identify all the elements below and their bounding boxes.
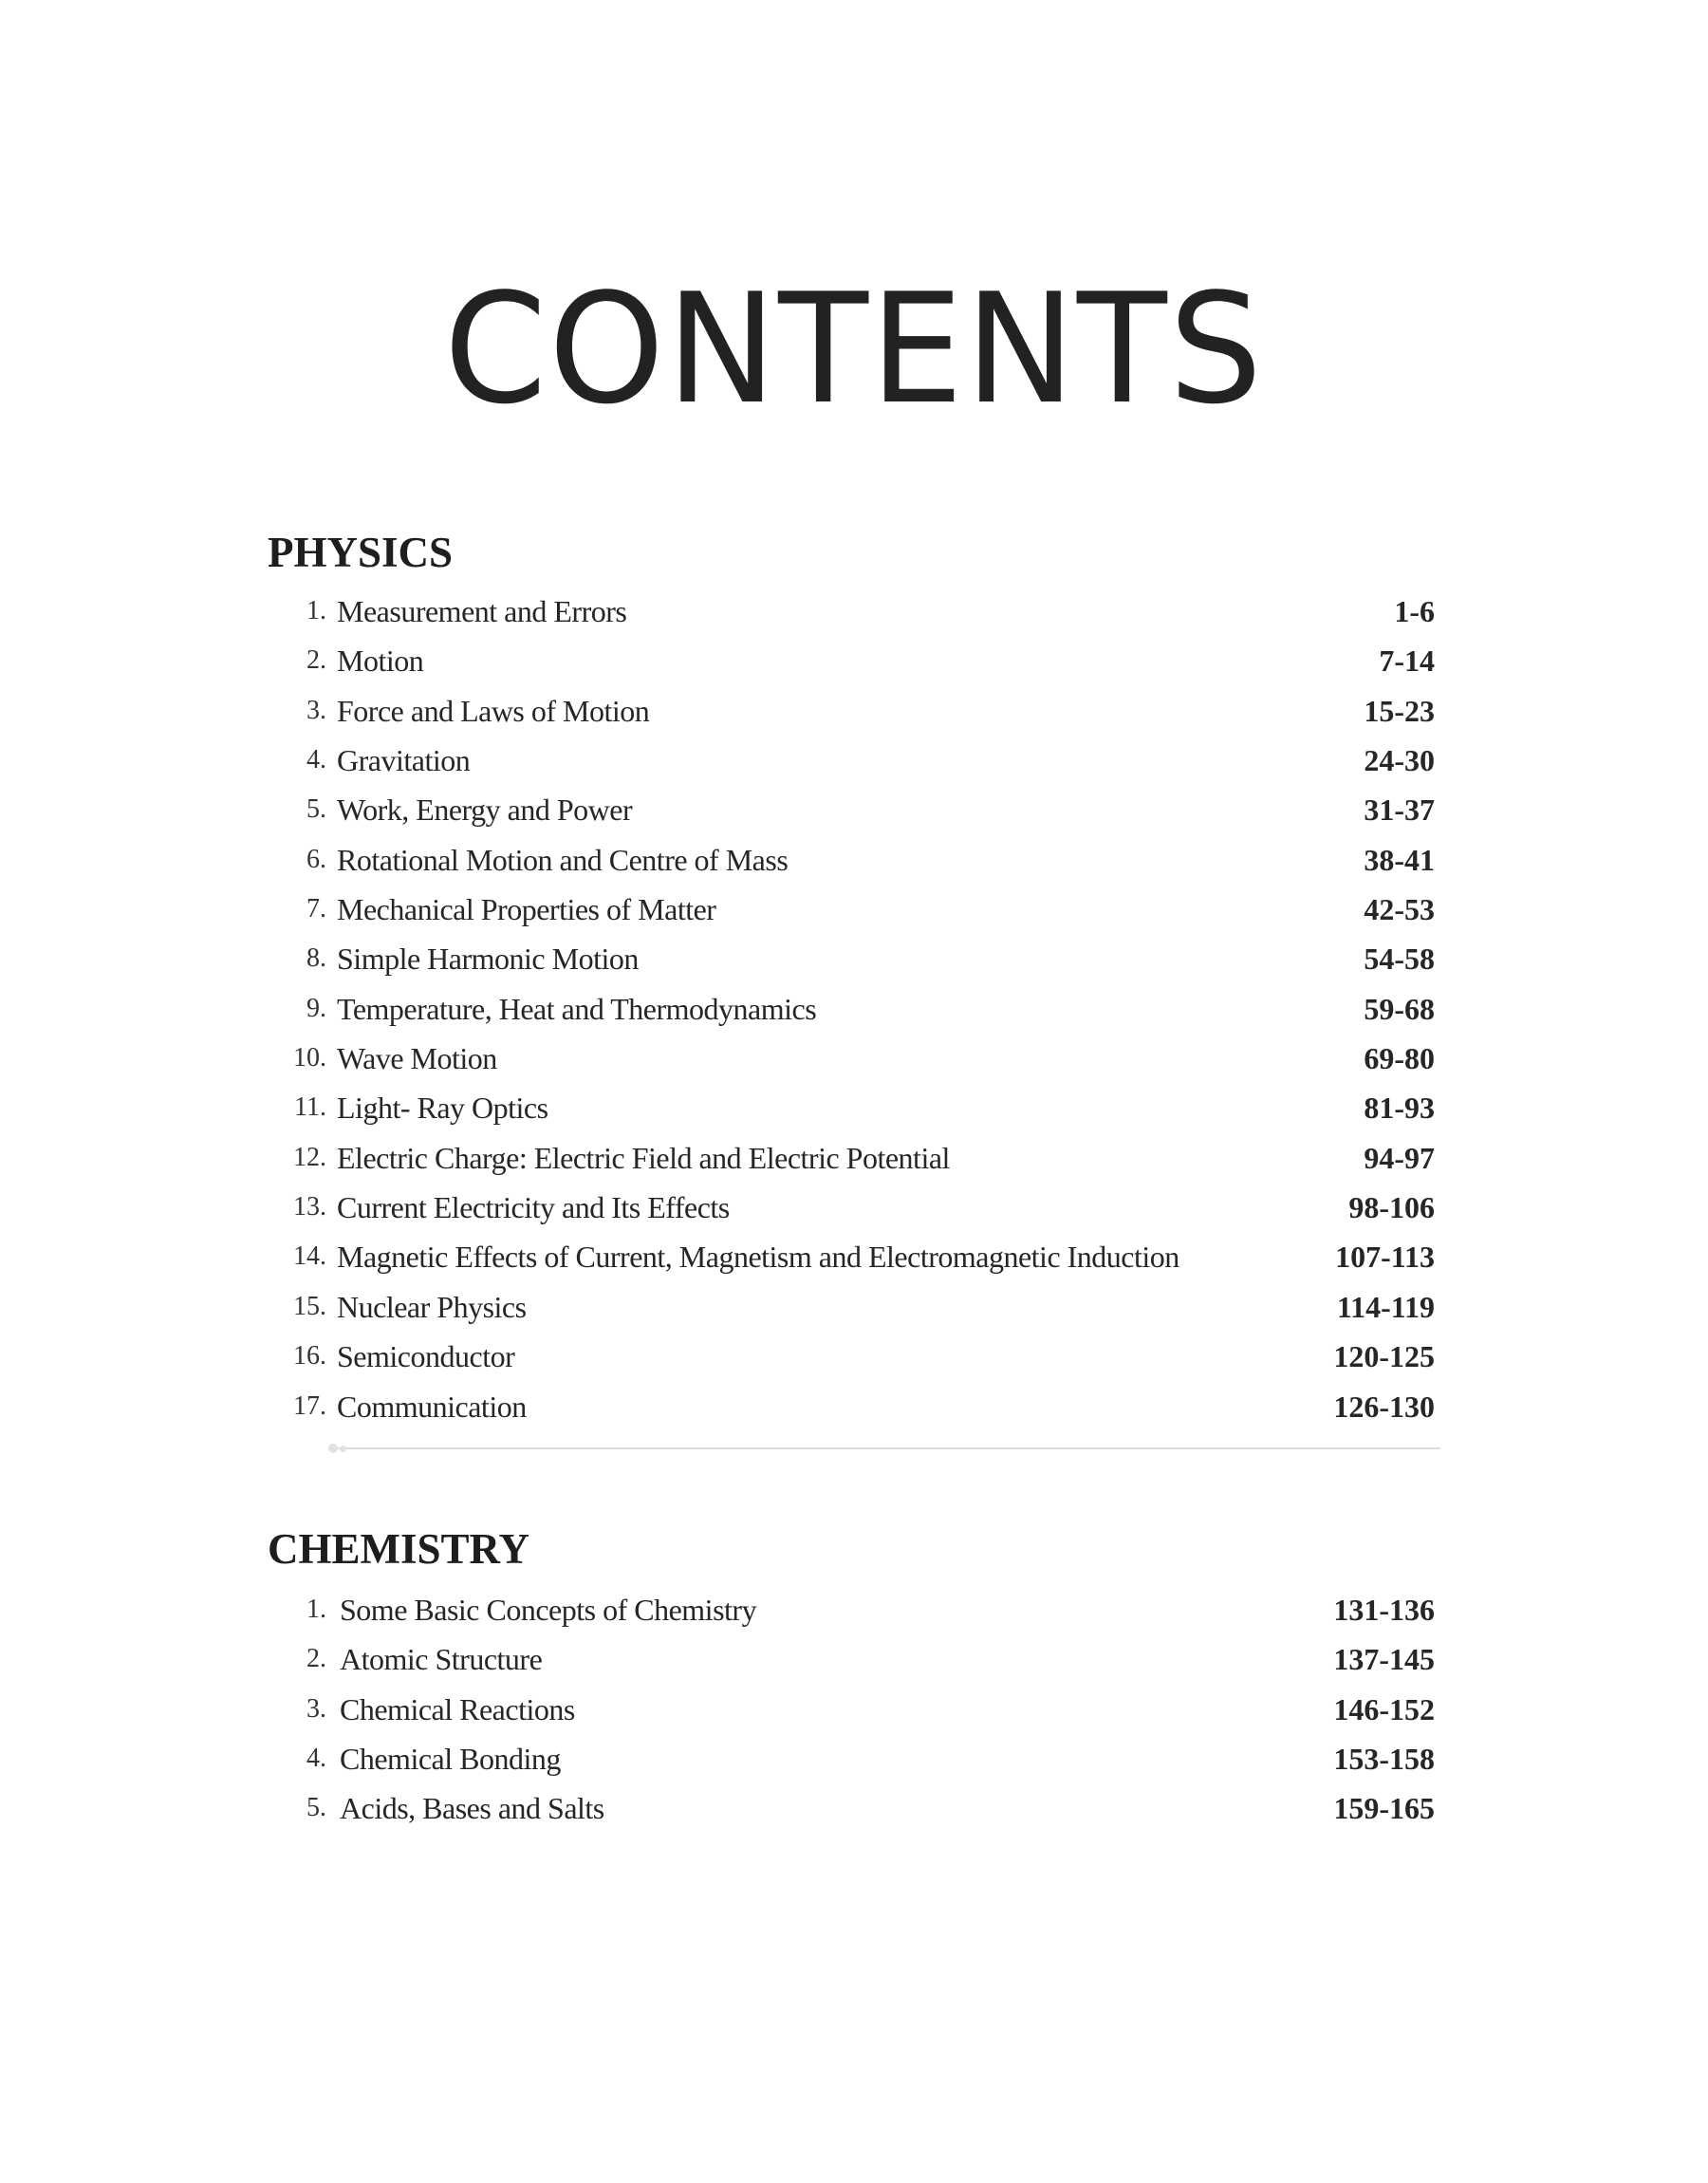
toc-entry[interactable]: [268, 736, 1435, 785]
toc-entry-pages: 81-93: [1364, 1091, 1435, 1126]
toc-entry-title: Force and Laws of Motion: [337, 693, 650, 728]
toc-entry-title: Simple Harmonic Motion: [337, 942, 639, 977]
toc-entry[interactable]: [268, 1183, 1435, 1232]
physics-section-heading: PHYSICS: [268, 529, 454, 576]
toc-entry-number: 17.: [293, 1390, 326, 1421]
toc-entry-title: Some Basic Concepts of Chemistry: [340, 1593, 757, 1627]
toc-entry-title: Work, Energy and Power: [337, 793, 633, 828]
toc-entry-number: 2.: [306, 1644, 326, 1674]
toc-entry[interactable]: [268, 1783, 1435, 1833]
toc-entry-number: 1.: [306, 1595, 326, 1624]
toc-entry-number: 4.: [306, 1744, 326, 1774]
toc-entry[interactable]: [268, 686, 1435, 736]
toc-entry-pages: 114-119: [1336, 1289, 1435, 1324]
toc-entry-pages: 1-6: [1394, 594, 1435, 628]
toc-entry[interactable]: [268, 1133, 1435, 1183]
toc-entry[interactable]: [268, 1034, 1435, 1083]
toc-entry-number: 5.: [306, 794, 326, 825]
toc-entry-pages: 131-136: [1333, 1593, 1435, 1627]
toc-entry[interactable]: [268, 1282, 1435, 1332]
toc-entry-pages: 59-68: [1364, 991, 1435, 1026]
divider-ornament: [340, 1446, 346, 1452]
toc-entry-number: 8.: [306, 943, 326, 974]
toc-entry[interactable]: [268, 1332, 1435, 1381]
toc-entry-pages: 24-30: [1364, 743, 1435, 778]
toc-entry-pages: 94-97: [1364, 1140, 1435, 1175]
toc-entry-pages: 31-37: [1364, 793, 1435, 828]
toc-entry[interactable]: [268, 984, 1435, 1034]
toc-entry-pages: 38-41: [1364, 842, 1435, 877]
toc-entry-title: Magnetic Effects of Current, Magnetism and Electromagnetic Induction: [337, 1240, 1179, 1275]
toc-entry[interactable]: [268, 1232, 1435, 1281]
divider-ornament: [328, 1444, 338, 1453]
toc-entry-number: 11.: [294, 1092, 326, 1123]
toc-entry[interactable]: [268, 885, 1435, 934]
toc-entry-title: Acids, Bases and Salts: [340, 1791, 604, 1826]
toc-entry-title: Measurement and Errors: [337, 594, 627, 628]
toc-entry-pages: 159-165: [1333, 1791, 1435, 1826]
toc-entry-pages: 7-14: [1379, 644, 1435, 679]
toc-entry[interactable]: [268, 587, 1435, 636]
toc-entry-title: Current Electricity and Its Effects: [337, 1190, 730, 1225]
toc-entry[interactable]: [268, 934, 1435, 983]
page-title: CONTENTS: [443, 260, 1265, 438]
chemistry-section-heading: CHEMISTRY: [268, 1525, 529, 1573]
toc-entry-number: 6.: [306, 844, 326, 874]
toc-entry-number: 4.: [306, 745, 326, 775]
toc-entry-pages: 42-53: [1364, 892, 1435, 927]
toc-entry-pages: 107-113: [1335, 1240, 1435, 1275]
toc-entry[interactable]: [268, 785, 1435, 834]
toc-entry-number: 15.: [293, 1291, 326, 1321]
physics-toc-list: [268, 587, 1435, 1431]
toc-entry[interactable]: [268, 835, 1435, 885]
chemistry-toc-list: [268, 1585, 1435, 1834]
toc-entry-pages: 69-80: [1364, 1041, 1435, 1076]
toc-entry-number: 13.: [293, 1192, 326, 1222]
toc-entry-title: Wave Motion: [337, 1041, 497, 1076]
toc-entry-title: Motion: [337, 644, 424, 679]
toc-entry-number: 10.: [293, 1043, 326, 1073]
toc-entry[interactable]: [268, 1585, 1435, 1634]
toc-entry-title: Temperature, Heat and Thermodynamics: [337, 991, 817, 1026]
toc-entry[interactable]: [268, 1685, 1435, 1734]
toc-entry-number: 1.: [306, 596, 326, 625]
toc-entry-title: Rotational Motion and Centre of Mass: [337, 842, 789, 877]
toc-entry-number: 3.: [306, 1693, 326, 1724]
toc-entry-number: 14.: [293, 1241, 326, 1272]
toc-entry-pages: 54-58: [1364, 942, 1435, 977]
toc-entry-number: 9.: [306, 993, 326, 1023]
toc-entry[interactable]: [268, 1634, 1435, 1684]
toc-entry-title: Electric Charge: Electric Field and Electric Potential: [337, 1140, 950, 1175]
toc-entry-number: 16.: [293, 1341, 326, 1371]
toc-entry-pages: 126-130: [1333, 1389, 1435, 1424]
toc-entry-number: 3.: [306, 695, 326, 725]
toc-entry-pages: 146-152: [1333, 1691, 1435, 1726]
toc-entry[interactable]: [268, 1382, 1435, 1431]
toc-entry-title: Semiconductor: [337, 1339, 515, 1374]
toc-entry-title: Chemical Bonding: [340, 1742, 561, 1777]
toc-entry-title: Communication: [337, 1389, 527, 1424]
toc-entry-title: Nuclear Physics: [337, 1289, 527, 1324]
toc-entry-title: Chemical Reactions: [340, 1691, 575, 1726]
toc-entry-pages: 98-106: [1348, 1190, 1435, 1225]
toc-entry-pages: 153-158: [1333, 1742, 1435, 1777]
toc-entry-title: Mechanical Properties of Matter: [337, 892, 716, 927]
toc-entry[interactable]: [268, 1083, 1435, 1132]
toc-entry-title: Light- Ray Optics: [337, 1091, 548, 1126]
toc-entry-number: 7.: [306, 894, 326, 924]
toc-entry-number: 12.: [293, 1142, 326, 1172]
toc-entry-pages: 137-145: [1333, 1642, 1435, 1677]
toc-entry-title: Gravitation: [337, 743, 471, 778]
toc-entry-title: Atomic Structure: [340, 1642, 543, 1677]
toc-entry-pages: 120-125: [1333, 1339, 1435, 1374]
section-divider: [330, 1447, 1440, 1449]
toc-entry-pages: 15-23: [1364, 693, 1435, 728]
toc-entry-number: 5.: [306, 1793, 326, 1823]
toc-entry-number: 2.: [306, 645, 326, 676]
toc-entry[interactable]: [268, 636, 1435, 685]
toc-entry[interactable]: [268, 1734, 1435, 1783]
